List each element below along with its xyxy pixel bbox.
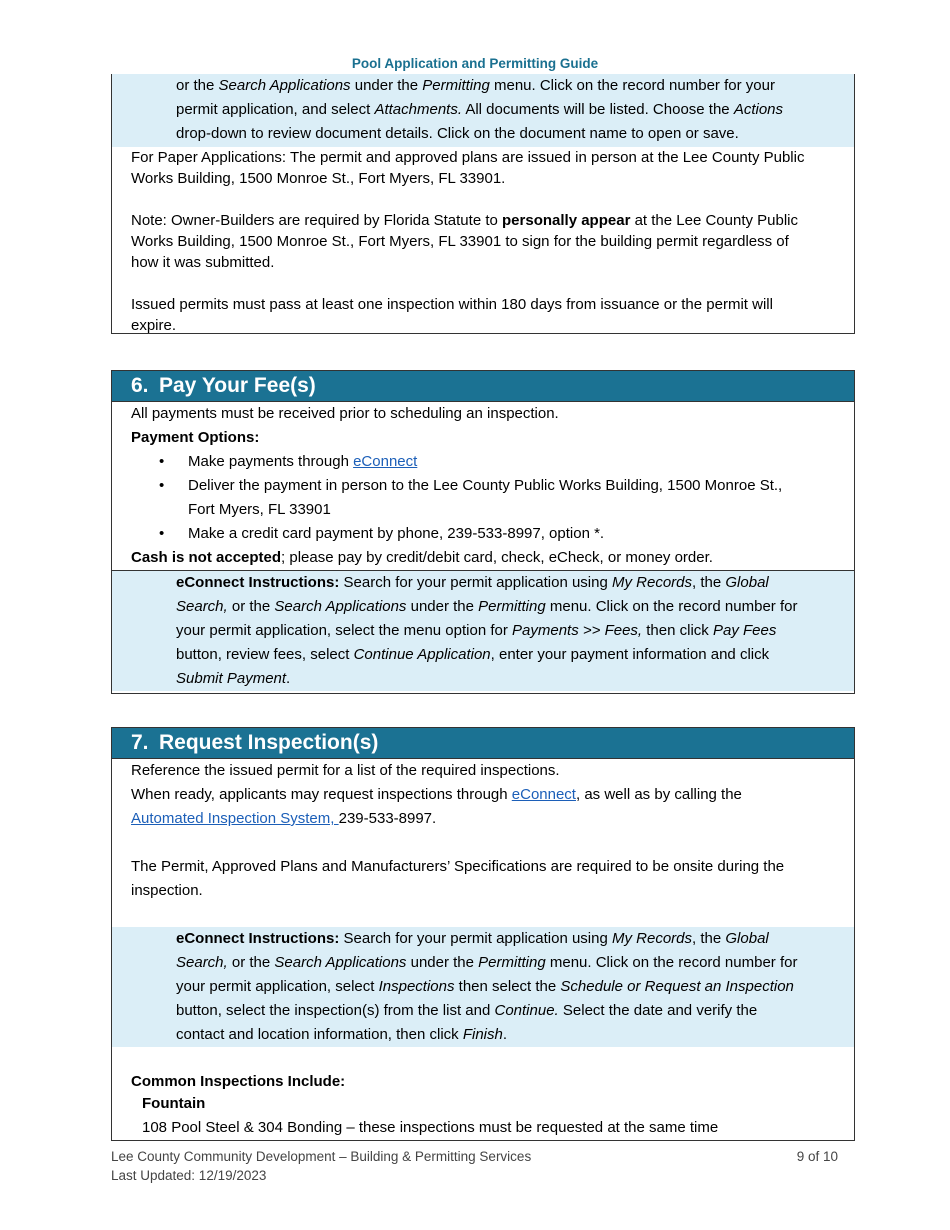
text-line: Search, or the Search Applications under the Permitting menu. Click on the record number for — [176, 598, 798, 615]
text-line: or the Search Applications under the Permitting menu. Click on the record number for your — [176, 77, 775, 94]
list-item: • Deliver the payment in person to the Lee County Public Works Building, 1500 Monroe St., Fort Myers, FL 33901 — [159, 477, 783, 518]
paper-applications-line: Works Building, 1500 Monroe St., Fort Myers, FL 33901. — [131, 170, 506, 187]
fountain-label: Fountain — [142, 1095, 206, 1112]
section7-body — [112, 759, 854, 927]
page-number: 9 of 10 — [796, 1149, 838, 1164]
issued-permits-line: Issued permits must pass at least one inspection within 180 days from issuance or the permit will — [131, 296, 773, 313]
automated-inspection-system-link[interactable]: Automated Inspection System, — [131, 810, 339, 827]
text-line: eConnect Instructions: Search for your permit application using My Records, the Global — [176, 930, 769, 947]
reference-line: Reference the issued permit for a list of the required inspections. — [131, 762, 560, 779]
text-line: permit application, and select Attachments. All documents will be listed. Choose the Actions — [176, 101, 784, 118]
econnect-instructions-payment — [112, 571, 854, 691]
list-item: • Make payments through eConnect — [159, 453, 418, 470]
section6-heading: 6. Pay Your Fee(s) — [112, 371, 854, 402]
econnect-link[interactable]: eConnect — [511, 786, 576, 803]
owner-builder-note-line: how it was submitted. — [131, 254, 275, 271]
section7-heading: 7. Request Inspection(s) — [112, 728, 854, 759]
owner-builder-note-line: Works Building, 1500 Monroe St., Fort Myers, FL 33901 to sign for the building permit regardless of — [131, 233, 789, 250]
text-line: button, select the inspection(s) from the list and Continue. Select the date and verify the — [176, 1002, 758, 1019]
payment-options-label: Payment Options: — [131, 429, 260, 446]
footer-org: Lee County Community Development – Building & Permitting Services — [111, 1149, 532, 1164]
section6-box — [111, 370, 855, 694]
section5-continued-box — [111, 74, 855, 334]
cash-notice: Cash is not accepted; please pay by credit/debit card, check, eCheck, or money order. — [112, 546, 854, 571]
issued-permits-line: expire. — [131, 317, 177, 334]
list-item: • Make a credit card payment by phone, 239-533-8997, option *. — [159, 525, 605, 542]
section6-body — [112, 402, 854, 450]
footer-updated: Last Updated: 12/19/2023 — [111, 1168, 267, 1183]
text-line: contact and location information, then click Finish. — [176, 1026, 508, 1043]
econnect-instructions-inspection — [112, 927, 854, 1047]
section5-body — [112, 147, 854, 336]
owner-builder-note-line: Note: Owner-Builders are required by Florida Statute to personally appear at the Lee County Public — [131, 212, 799, 229]
econnect-link[interactable]: eConnect — [353, 453, 418, 470]
fountain-inspection-item: 108 Pool Steel & 304 Bonding – these inspections must be requested at the same time — [142, 1119, 719, 1136]
text-line: your permit application, select Inspections then select the Schedule or Request an Inspection — [176, 978, 794, 995]
text-line: Search, or the Search Applications under the Permitting menu. Click on the record number for — [176, 954, 798, 971]
paper-applications-line: For Paper Applications: The permit and approved plans are issued in person at the Lee County Public — [131, 149, 805, 166]
text-line: drop-down to review document details. Click on the document name to open or save. — [176, 125, 739, 142]
onsite-requirement-line: The Permit, Approved Plans and Manufacturers’ Specifications are required to be onsite during the — [131, 858, 785, 875]
payment-options-list — [112, 450, 854, 546]
request-line: When ready, applicants may request inspections through eConnect, as well as by calling the — [131, 786, 742, 803]
payments-intro: All payments must be received prior to scheduling an inspection. — [131, 405, 559, 422]
text-line: eConnect Instructions: Search for your permit application using My Records, the Global — [176, 574, 769, 591]
text-line: button, review fees, select Continue Application, enter your payment information and click — [176, 646, 770, 663]
page-footer — [111, 1147, 838, 1185]
onsite-requirement-line: inspection. — [131, 882, 203, 899]
econnect-instructions-attachments — [112, 74, 854, 147]
section7-box — [111, 727, 855, 1141]
page-header-title: Pool Application and Permitting Guide — [351, 56, 599, 71]
common-inspections — [112, 1047, 854, 1141]
text-line: your permit application, select the menu option for Payments >> Fees, then click Pay Fees — [176, 622, 777, 639]
common-inspections-label: Common Inspections Include: — [131, 1073, 346, 1090]
text-line: Submit Payment. — [176, 670, 291, 687]
request-line: Automated Inspection System, 239-533-8997. — [131, 810, 437, 827]
